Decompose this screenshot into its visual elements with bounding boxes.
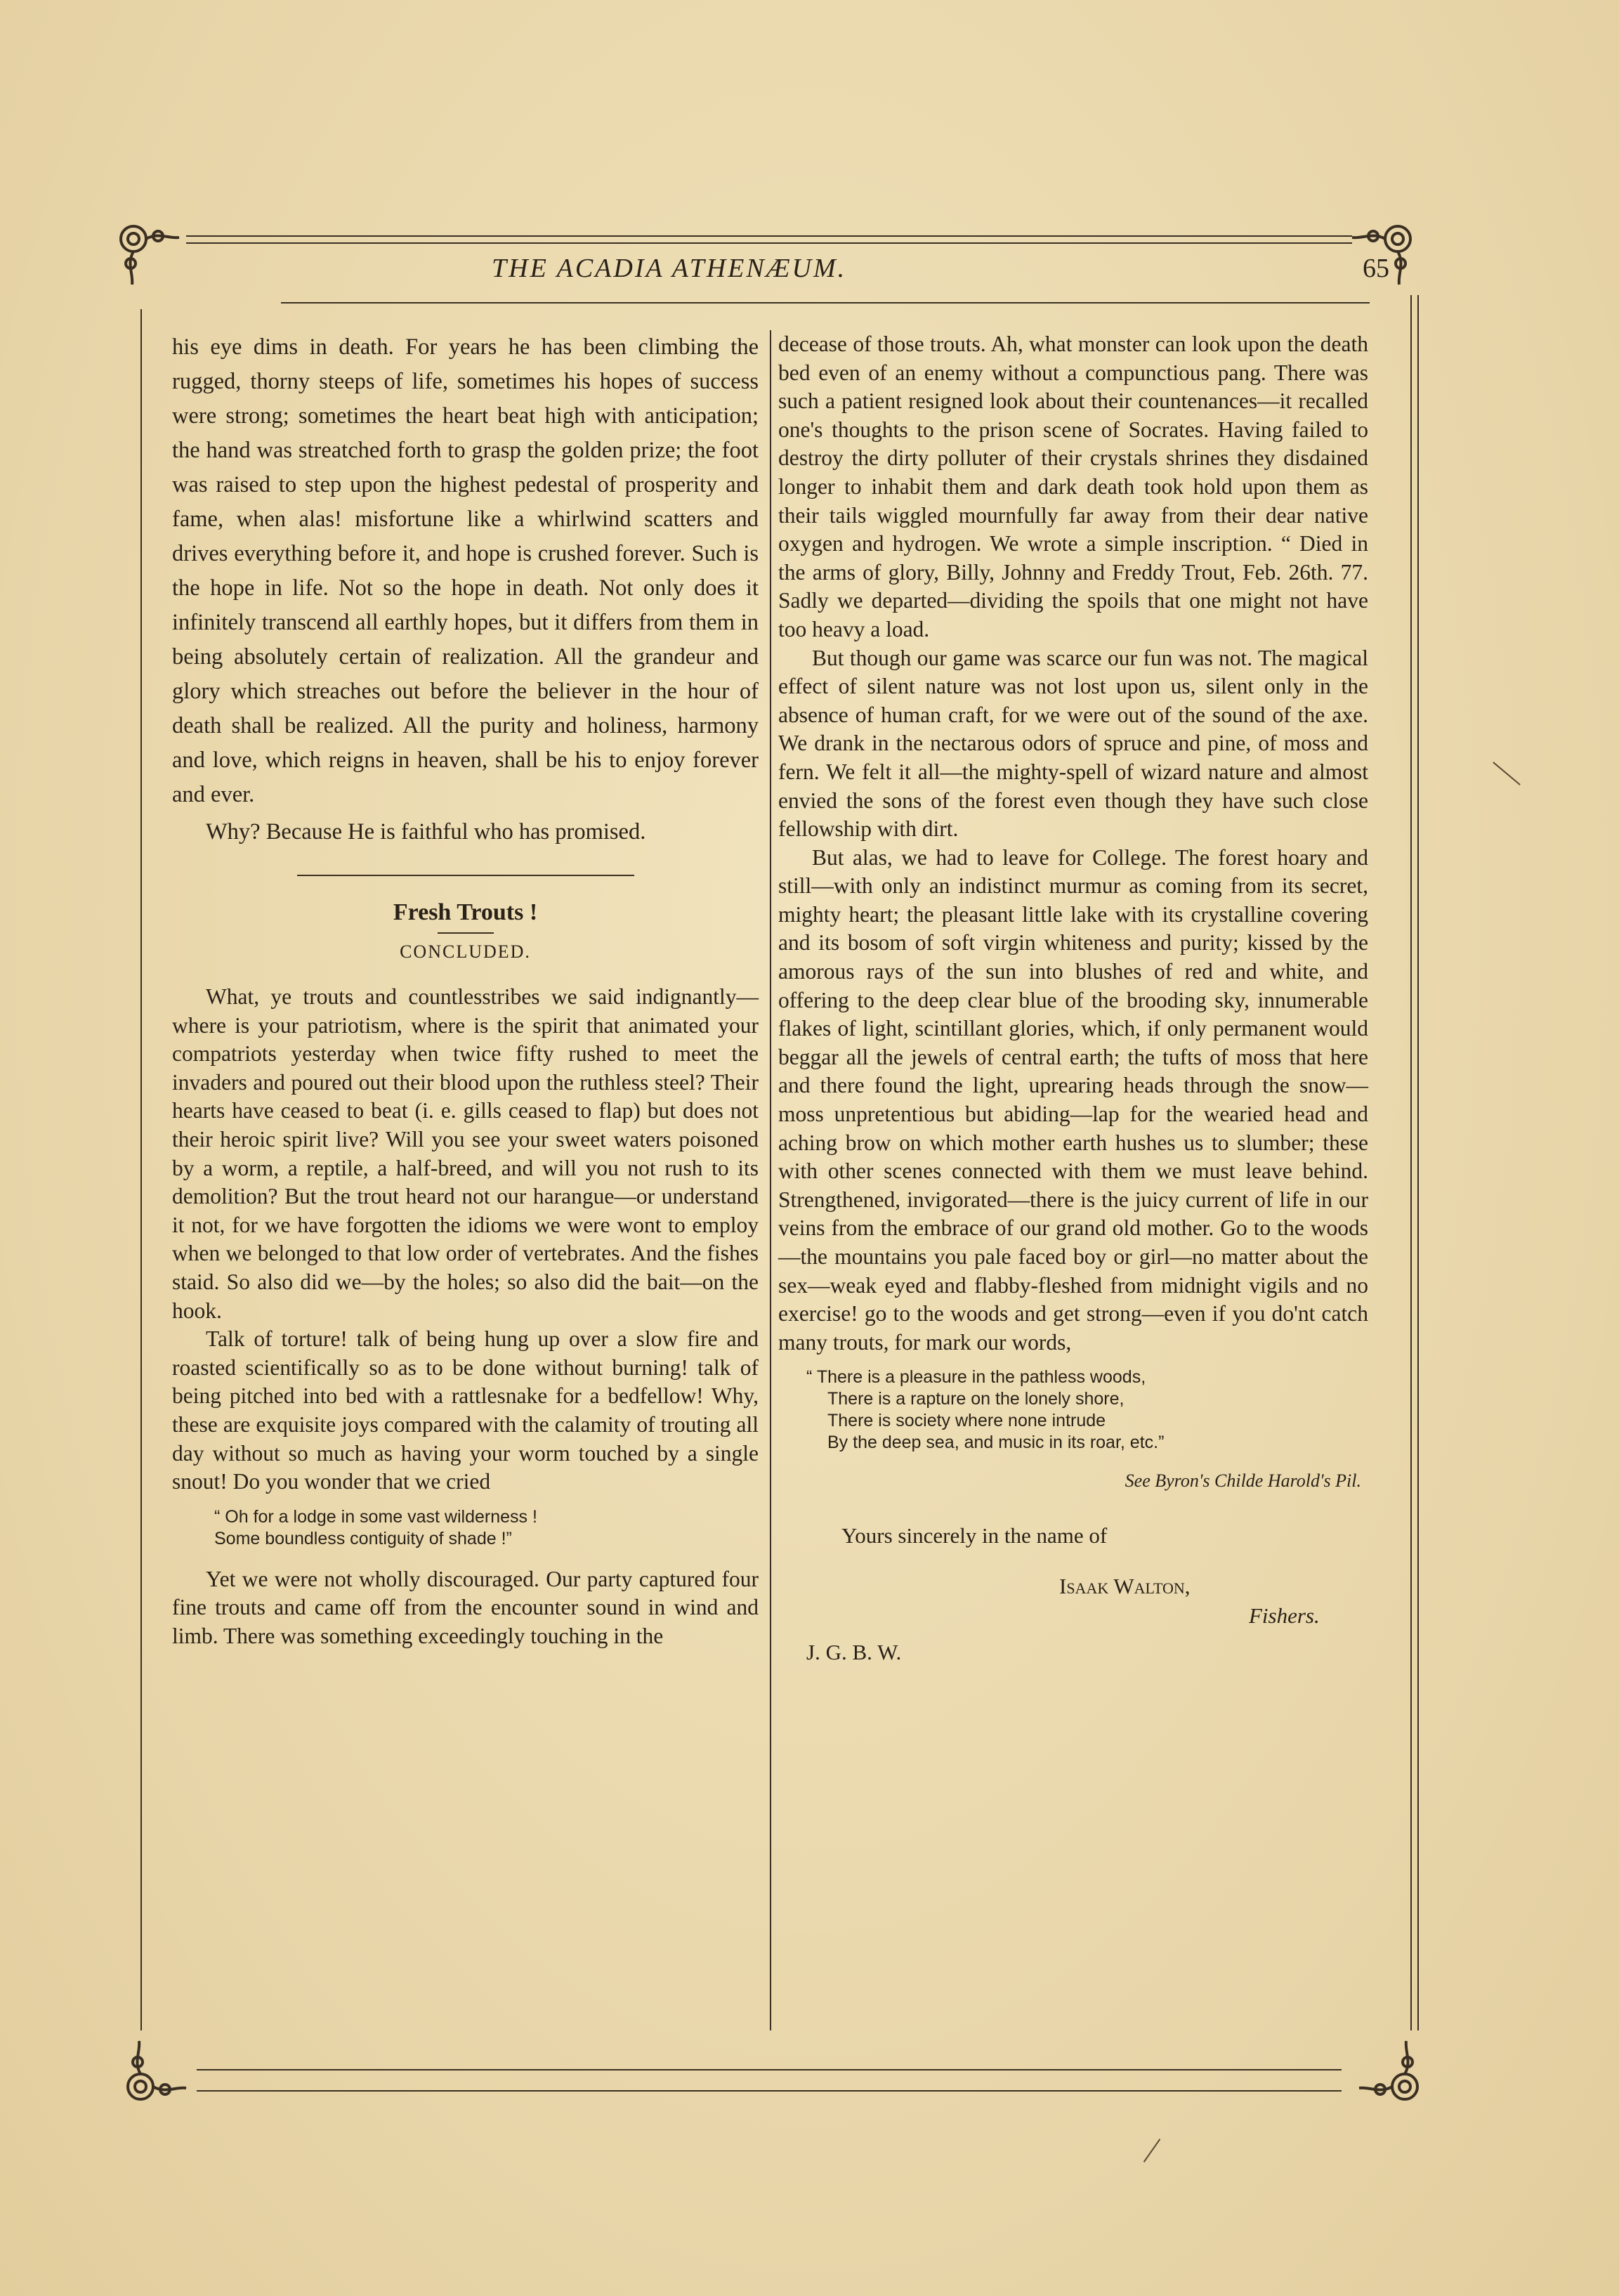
page-number: 65 (1363, 254, 1389, 283)
right-frame-line (1410, 295, 1412, 2030)
right-paragraph-2: But though our game was scarce our fun was not. The magical effect of silent nature was not lost upon us, silent only in the absence of human craft, for we were out of the sound of the axe. We drank in the nectarous odors of spruce and pine, of moss and fern. We felt it all—the mighty-spell of wizard nature and almost envied the sons of the forest even though they have such close fellowship with dirt. (778, 645, 1368, 842)
poem-attribution: See Byron's Childe Harold's Pil. (1125, 1470, 1361, 1492)
right-paragraph-3: But alas, we had to leave for College. The forest hoary and still—with only an indistinct murmur as coming from its secret, mighty heart; the pleasant little lake with its crystalline covering and its bosom of soft virgin whiteness and purity; kissed by the amorous rays of the sun into blushes of red and white, and offering to the deep clear blue of the brooding sky, innumerable flakes of light, scintillant glories, which, if only permanent would beggar all the jewels of central earth; the tufts of moss that here and there found the light, uprearing heads through the snow—moss unpretentious but abiding—lap for the wearied head and aching brow on which mother earth hushes us to slumber; these with other scenes connected with them we must leave behind. Strengthened, invigorated—there is the juicy current of life in our veins from the embrace of our grand old mother. Go to the woods—the mountains you pale faced boy or girl—no matter about the sex—weak eyed and flabby-fleshed from midnight vigils and no exercise! go to the woods and get strong—even if you do'nt catch many trouts, for mark our words, (778, 844, 1368, 1355)
bottom-rule-2 (197, 2090, 1342, 2092)
article-closing-paragraph: Yet we were not wholly discouraged. Our party captured four fine trouts and came off from the encounter sound in wind and limb. There was something exceedingly touching in the (172, 1566, 759, 1648)
left-poem-quote (214, 1506, 759, 1550)
poem-line: Some boundless contiguity of shade !” (214, 1528, 512, 1548)
left-column (172, 330, 759, 1650)
bottom-right-ornament-icon (1356, 2037, 1433, 2115)
right-column (778, 330, 1368, 1667)
top-left-ornament-icon (105, 211, 183, 288)
signature-title: Fishers. (1249, 1603, 1320, 1629)
top-double-rule-2 (186, 242, 1352, 244)
bottom-rule-1 (197, 2069, 1342, 2070)
signature-name: Isaak Walton, (1059, 1574, 1191, 1599)
paper-mark (1493, 762, 1521, 785)
article-paragraph-1: What, ye trouts and countlesstribes we said indignantly—where is your patriotism, where is the spirit that animated your compatriots yesterday when twice fifty rushed to meet the invaders and poured out their blood upon the ruthless steel? Their hearts have ceased to beat (i. e. gills ceased to flap) but does not their heroic spirit live? Will you see your sweet waters poisoned by a worm, a reptile, a half-breed, and will you not rush to its demolition? But the trout heard not our harangue—or understand it not, for we have forgotten the idioms we were wont to employ when we belonged to that low order of vertebrates. And the fishes staid. So also did we—by the holes; so also did the bait—on the hook. (172, 984, 759, 1323)
poem-line: “ There is a pleasure in the pathless woods, (806, 1367, 1146, 1388)
paper-mark (1143, 2139, 1161, 2163)
title-underline (438, 932, 494, 934)
right-frame-line-outer (1417, 295, 1419, 2030)
poem-line: “ Oh for a lodge in some vast wilderness ! (214, 1506, 537, 1527)
bottom-left-ornament-icon (112, 2037, 190, 2115)
top-double-rule-1 (186, 235, 1352, 237)
header-underline (281, 302, 1370, 304)
author-initials: J. G. B. W. (806, 1640, 902, 1665)
left-frame-line (140, 309, 142, 2030)
article-subtitle: CONCLUDED. (400, 941, 531, 962)
poem-line: There is society where none intrude (827, 1411, 1106, 1431)
page-header-title: THE ACADIA ATHENÆUM. (492, 254, 847, 283)
article-paragraph-2: Talk of torture! talk of being hung up over a slow fire and roasted scientifically so as to be done without burning! talk of being pitched into bed with a rattlesnake for a bedfellow! Why, these are exquisite joys compared with the calamity of trouting all day without so much as having your worm touched by a single snout! Do you wonder that we cried (172, 1326, 759, 1494)
right-poem-quote (806, 1366, 1368, 1454)
left-paragraph-2: Why? Because He is faithful who has promised. (206, 819, 646, 844)
section-divider (297, 875, 634, 876)
column-divider (770, 330, 771, 2030)
article-title: Fresh Trouts ! (393, 899, 538, 925)
right-paragraph-1: decease of those trouts. Ah, what monster can look upon the death bed even of an enemy without a compunctious pang. There was such a patient resigned look about their countenances—it recalled one's thoughts to the prison scene of Socrates. Having failed to destroy the dirty polluter of their crystals shrines they disdained longer to inhabit them and dark death took hold upon them as their tails wiggled mournfully far away from their dear native oxygen and hydrogen. We wrote a simple inscription. “ Died in the arms of glory, Billy, Johnny and Freddy Trout, Feb. 26th. 77. Sadly we departed—dividing the spoils that one might not have too heavy a load. (778, 332, 1368, 641)
left-paragraph-1: his eye dims in death. For years he has been climbing the rugged, thorny steeps of life, sometimes his hopes of success were strong; sometimes the heart beat high with anticipation; the hand was streatched forth to grasp the golden prize; the foot was raised to step upon the highest pedestal of prosperity and fame, when alas! misfortune like a whirlwind scatters and drives everything before it, and hope is crushed forever. Such is the hope in life. Not so the hope in death. Not only does it infinitely transcend all earthly hopes, but it differs from them in being absolutely certain of realization. All the grandeur and glory which streaches out before the believer in the hour of death shall be realized. All the purity and holiness, harmony and love, which reigns in heaven, shall be his to enjoy forever and ever. (172, 334, 759, 807)
poem-line: By the deep sea, and music in its roar, etc.” (827, 1433, 1165, 1453)
closing-line: Yours sincerely in the name of (841, 1523, 1108, 1548)
poem-line: There is a rapture on the lonely shore, (827, 1389, 1125, 1409)
